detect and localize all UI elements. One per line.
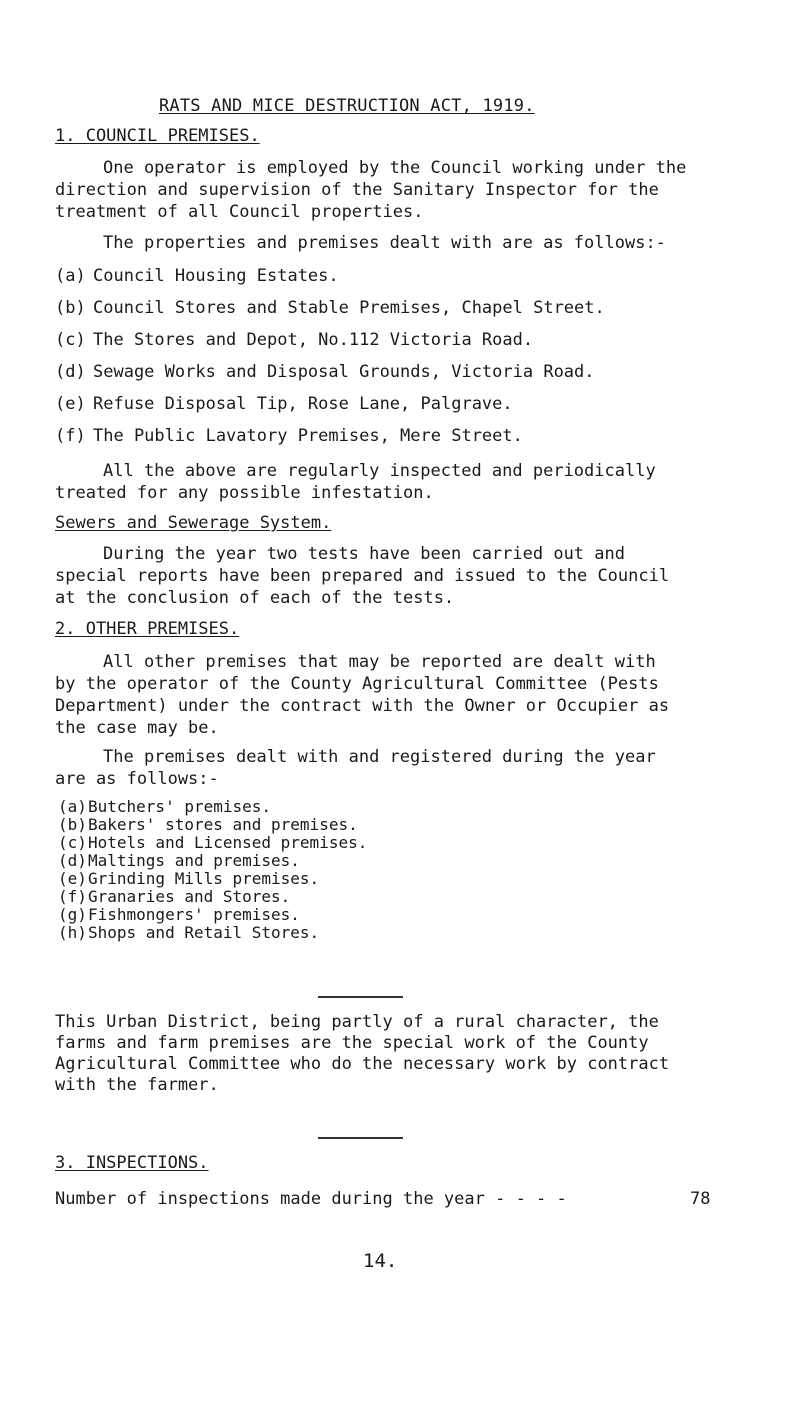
section-divider [318,996,403,998]
list-item: (g)Fishmongers' premises. [58,905,300,924]
list-item: (f)Granaries and Stores. [58,887,291,906]
list-item: (e) Refuse Disposal Tip, Rose Lane, Palgrave. [55,394,513,414]
page-title: RATS AND MICE DESTRUCTION ACT, 1919. [159,96,535,116]
council-premises-list [55,260,605,452]
section-1-heading [55,126,260,146]
sewers-heading-text: Sewers and Sewerage System. [55,513,332,533]
section-2-heading-text: 2. OTHER PREMISES. [55,619,240,639]
inspections-count: 78 [690,1189,711,1209]
list-item: (c) The Stores and Depot, No.112 Victoria Road. [55,330,534,350]
list-item: (h)Shops and Retail Stores. [58,923,320,942]
section-2-heading [55,619,239,639]
list-item: (b)Bakers' stores and premises. [58,815,358,834]
page-number: 14. [363,1250,398,1272]
list-item: (c)Hotels and Licensed premises. [58,833,368,852]
sewers-paragraph: During the year two tests have been carried out and special reports have been prepared and issued to the Council at the conclusion of each of the tests. [55,544,670,608]
section-divider [318,1137,403,1139]
section-3-heading [55,1153,209,1173]
section-2-paragraph-2: The premises dealt with and registered during the year are as follows:- [55,747,656,789]
list-item: (e)Grinding Mills premises. [58,869,320,888]
list-item: (d)Maltings and premises. [58,851,300,870]
list-item: (f) The Public Lavatory Premises, Mere Street. [55,426,523,446]
section-2-paragraph-3: This Urban District, being partly of a rural character, the farms and farm premises are the special work of the County Agricultural Committee who do the necessary work by contract with the farmer. [55,1012,670,1095]
inspections-line [55,1189,755,1209]
list-item: (a)Butchers' premises. [58,797,272,816]
section-1-paragraph-2: The properties and premises dealt with are as follows:- [103,233,666,253]
list-item: (d) Sewage Works and Disposal Grounds, Victoria Road. [55,362,595,382]
inspections-label: Number of inspections made during the year - - - - [55,1189,567,1209]
list-item: (a) Council Housing Estates. [55,266,339,286]
section-2-paragraph-1: All other premises that may be reported are dealt with by the operator of the County Agricultural Committee (Pests Department) under the contract with the Owner or Occupier as the case may be. [55,652,670,738]
section-3-heading-text: 3. INSPECTIONS. [55,1153,209,1173]
section-1-heading-text: 1. COUNCIL PREMISES. [55,126,260,146]
section-1-paragraph-3: All the above are regularly inspected and periodically treated for any possible infestation. [55,461,656,503]
list-item: (b) Council Stores and Stable Premises, Chapel Street. [55,298,605,318]
sewers-heading [55,513,331,533]
section-1-paragraph-1: One operator is employed by the Council working under the direction and supervision of the Sanitary Inspector for the treatment of all Council properties. [55,158,687,222]
other-premises-list [58,798,367,942]
